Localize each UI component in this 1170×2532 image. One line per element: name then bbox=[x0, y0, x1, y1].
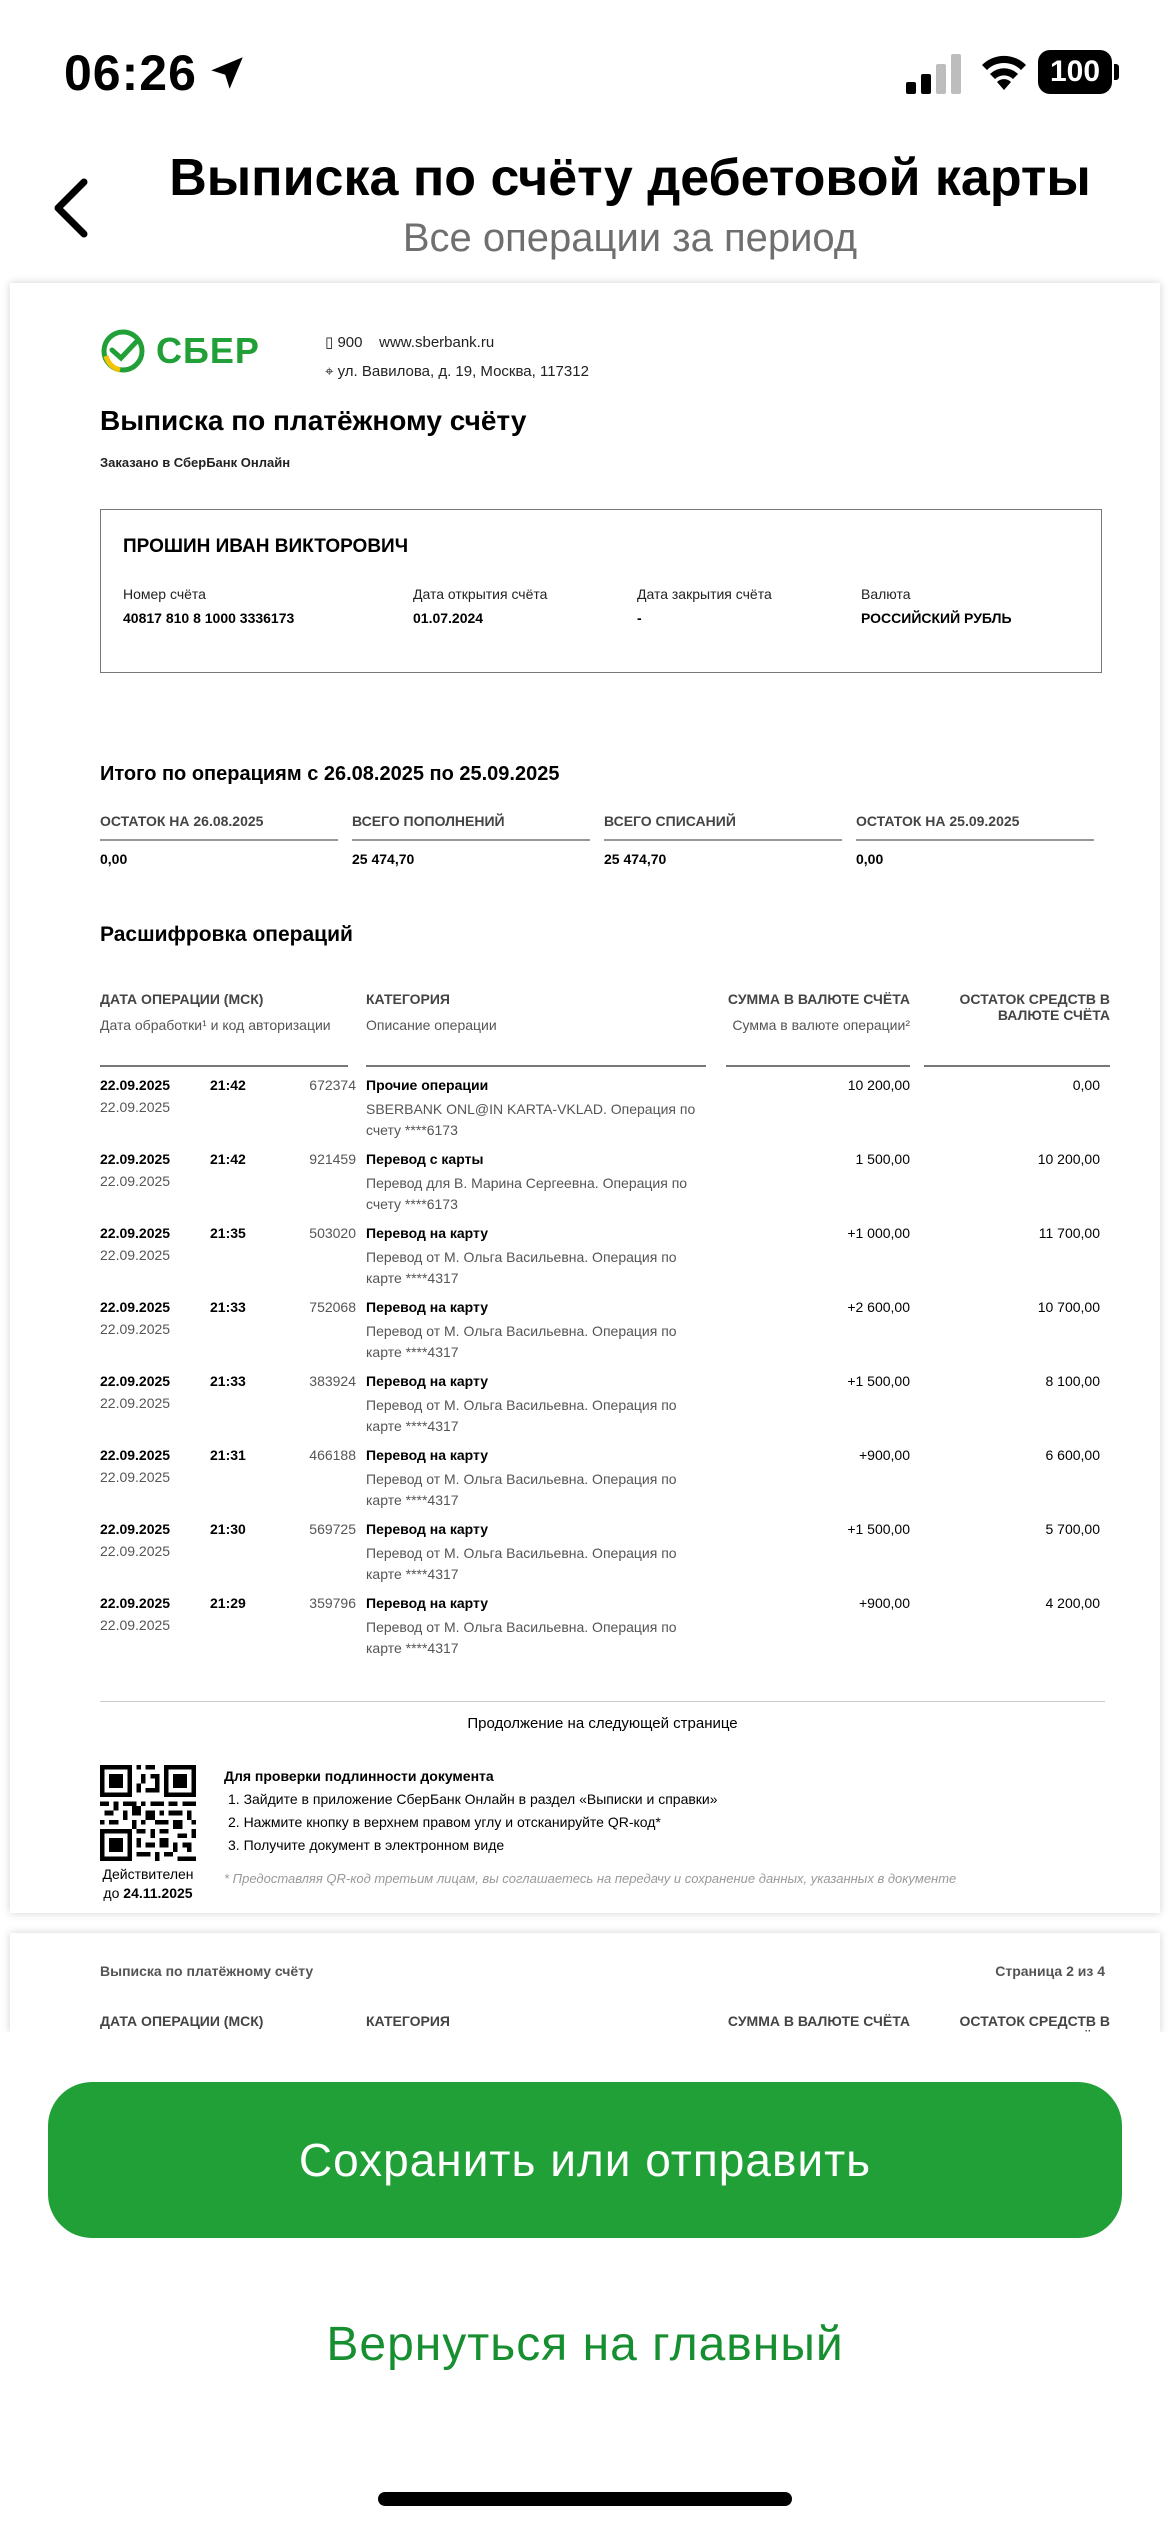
header-sum: СУММА В ВАЛЮТЕ СЧЁТА Сумма в валюте операции² bbox=[727, 991, 910, 1033]
divider bbox=[100, 1701, 1105, 1702]
operations-title: Расшифровка операций bbox=[100, 923, 353, 946]
save-or-send-button[interactable]: Сохранить или отправить bbox=[48, 2082, 1122, 2238]
verify-step: 1. Зайдите в приложение СберБанк Онлайн в раздел «Выписки и справки» bbox=[228, 1791, 718, 1807]
table-row[interactable]: 22.09.2025 22.09.2025 21:42 672374 Прочие операции SBERBANK ONL@IN KARTA-VKLAD. Операция по счету ****6173 10 200,00 0,00 bbox=[100, 1077, 1100, 1138]
total-closing-balance: ОСТАТОК НА 25.09.2025 0,00 bbox=[856, 813, 1094, 867]
page2-title: Выписка по платёжному счёту bbox=[100, 1963, 314, 1979]
table-row[interactable]: 22.09.2025 22.09.2025 21:31 466188 Перевод на карту Перевод от М. Ольга Васильевна. Операция по карте ****4317 +900,00 6 600,00 bbox=[100, 1447, 1100, 1508]
statement-page-2[interactable] bbox=[10, 1933, 1160, 2033]
header-category: КАТЕГОРИЯ Описание операции bbox=[366, 991, 497, 1033]
header-sum: СУММА В ВАЛЮТЕ СЧЁТА bbox=[727, 2013, 910, 2029]
total-withdrawals: ВСЕГО СПИСАНИЙ 25 474,70 bbox=[604, 813, 842, 867]
header-date: ДАТА ОПЕРАЦИИ (МСК) Дата обработки¹ и код авторизации bbox=[100, 991, 331, 1033]
sber-logo bbox=[100, 328, 280, 374]
home-indicator[interactable] bbox=[378, 2492, 792, 2506]
brand-name: СБЕР bbox=[156, 330, 260, 371]
signal-icon bbox=[906, 54, 962, 94]
close-date-field: Дата закрытия счёта - bbox=[637, 586, 772, 626]
table-row[interactable]: 22.09.2025 22.09.2025 21:33 383924 Перевод на карту Перевод от М. Ольга Васильевна. Операция по карте ****4317 +1 500,00 8 100,00 bbox=[100, 1373, 1100, 1434]
sber-logo-icon bbox=[100, 328, 146, 374]
table-row[interactable]: 22.09.2025 22.09.2025 21:30 569725 Перевод на карту Перевод от М. Ольга Васильевна. Операция по карте ****4317 +1 500,00 5 700,00 bbox=[100, 1521, 1100, 1582]
account-number-field: Номер счёта 40817 810 8 1000 3336173 bbox=[123, 586, 295, 626]
bank-address: ул. Вавилова, д. 19, Москва, 117312 bbox=[337, 363, 589, 380]
status-time: 06:26 bbox=[64, 45, 197, 101]
bank-phone: 900 bbox=[337, 334, 363, 351]
location-arrow-icon bbox=[206, 52, 248, 94]
total-opening-balance: ОСТАТОК НА 26.08.2025 0,00 bbox=[100, 813, 338, 867]
status-bar bbox=[0, 0, 1170, 140]
statement-page-1[interactable] bbox=[10, 283, 1160, 1913]
back-to-home-button[interactable]: Вернуться на главный bbox=[326, 2318, 844, 2371]
table-row[interactable]: 22.09.2025 22.09.2025 21:29 359796 Перевод на карту Перевод от М. Ольга Васильевна. Операция по карте ****4317 +900,00 4 200,00 bbox=[100, 1595, 1100, 1656]
page-title: Выписка по счёту дебетовой карты bbox=[169, 149, 1091, 207]
verify-step: 2. Нажмите кнопку в верхнем правом углу и отсканируйте QR-код* bbox=[228, 1814, 661, 1830]
verify-step: 3. Получите документ в электронном виде bbox=[228, 1837, 505, 1853]
back-chevron-icon[interactable] bbox=[40, 160, 110, 250]
table-row[interactable]: 22.09.2025 22.09.2025 21:33 752068 Перевод на карту Перевод от М. Ольга Васильевна. Операция по карте ****4317 +2 600,00 10 700,00 bbox=[100, 1299, 1100, 1360]
contact-line bbox=[325, 333, 494, 351]
battery-level: 100 bbox=[1038, 50, 1112, 94]
continue-note: Продолжение на следующей странице bbox=[467, 1715, 738, 1732]
qr-code bbox=[100, 1765, 196, 1861]
document-title: Выписка по платёжному счёту bbox=[100, 405, 527, 436]
page-number: Страница 2 из 4 bbox=[995, 1963, 1105, 1979]
bottom-actions bbox=[0, 2032, 1170, 2532]
ordered-in: Заказано в СберБанк Онлайн bbox=[100, 455, 291, 470]
account-info-box bbox=[100, 509, 1102, 673]
totals-title: Итого по операциям с 26.08.2025 по 25.09.2025 bbox=[100, 763, 560, 785]
address-line bbox=[325, 363, 589, 380]
qr-valid-until: Действителен до 24.11.2025 bbox=[102, 1866, 194, 1901]
total-deposits: ВСЕГО ПОПОЛНЕНИЙ 25 474,70 bbox=[352, 813, 590, 867]
header-balance: ОСТАТОК СРЕДСТВ В bbox=[959, 2013, 1110, 2029]
currency-field: Валюта РОССИЙСКИЙ РУБЛЬ bbox=[861, 586, 1012, 626]
battery-icon bbox=[1038, 50, 1118, 94]
phone-icon: ▯ bbox=[325, 334, 334, 351]
account-holder: ПРОШИН ИВАН ВИКТОРОВИЧ bbox=[123, 536, 409, 557]
location-pin-icon: ⌖ bbox=[325, 363, 334, 380]
table-row[interactable]: 22.09.2025 22.09.2025 21:35 503020 Перевод на карту Перевод от М. Ольга Васильевна. Операция по карте ****4317 +1 000,00 11 700,00 bbox=[100, 1225, 1100, 1286]
header-balance: ОСТАТОК СРЕДСТВ В ВАЛЮТЕ СЧЁТА bbox=[959, 991, 1110, 1023]
wifi-icon bbox=[978, 50, 1030, 94]
verify-title: Для проверки подлинности документа bbox=[224, 1768, 494, 1784]
header-date: ДАТА ОПЕРАЦИИ (МСК) bbox=[100, 2013, 264, 2029]
page-subtitle: Все операции за период bbox=[402, 216, 858, 260]
qr-footnote: * Предоставляя QR-код третьим лицам, вы соглашаетесь на передачу и сохранение данных, указанных в документе bbox=[224, 1871, 957, 1886]
header-category: КАТЕГОРИЯ bbox=[366, 2013, 450, 2029]
bank-site: www.sberbank.ru bbox=[379, 334, 495, 351]
open-date-field: Дата открытия счёта 01.07.2024 bbox=[413, 586, 548, 626]
table-row[interactable]: 22.09.2025 22.09.2025 21:42 921459 Перевод с карты Перевод для В. Марина Сергеевна. Операция по счету ****6173 1 500,00 10 200,00 bbox=[100, 1151, 1100, 1212]
